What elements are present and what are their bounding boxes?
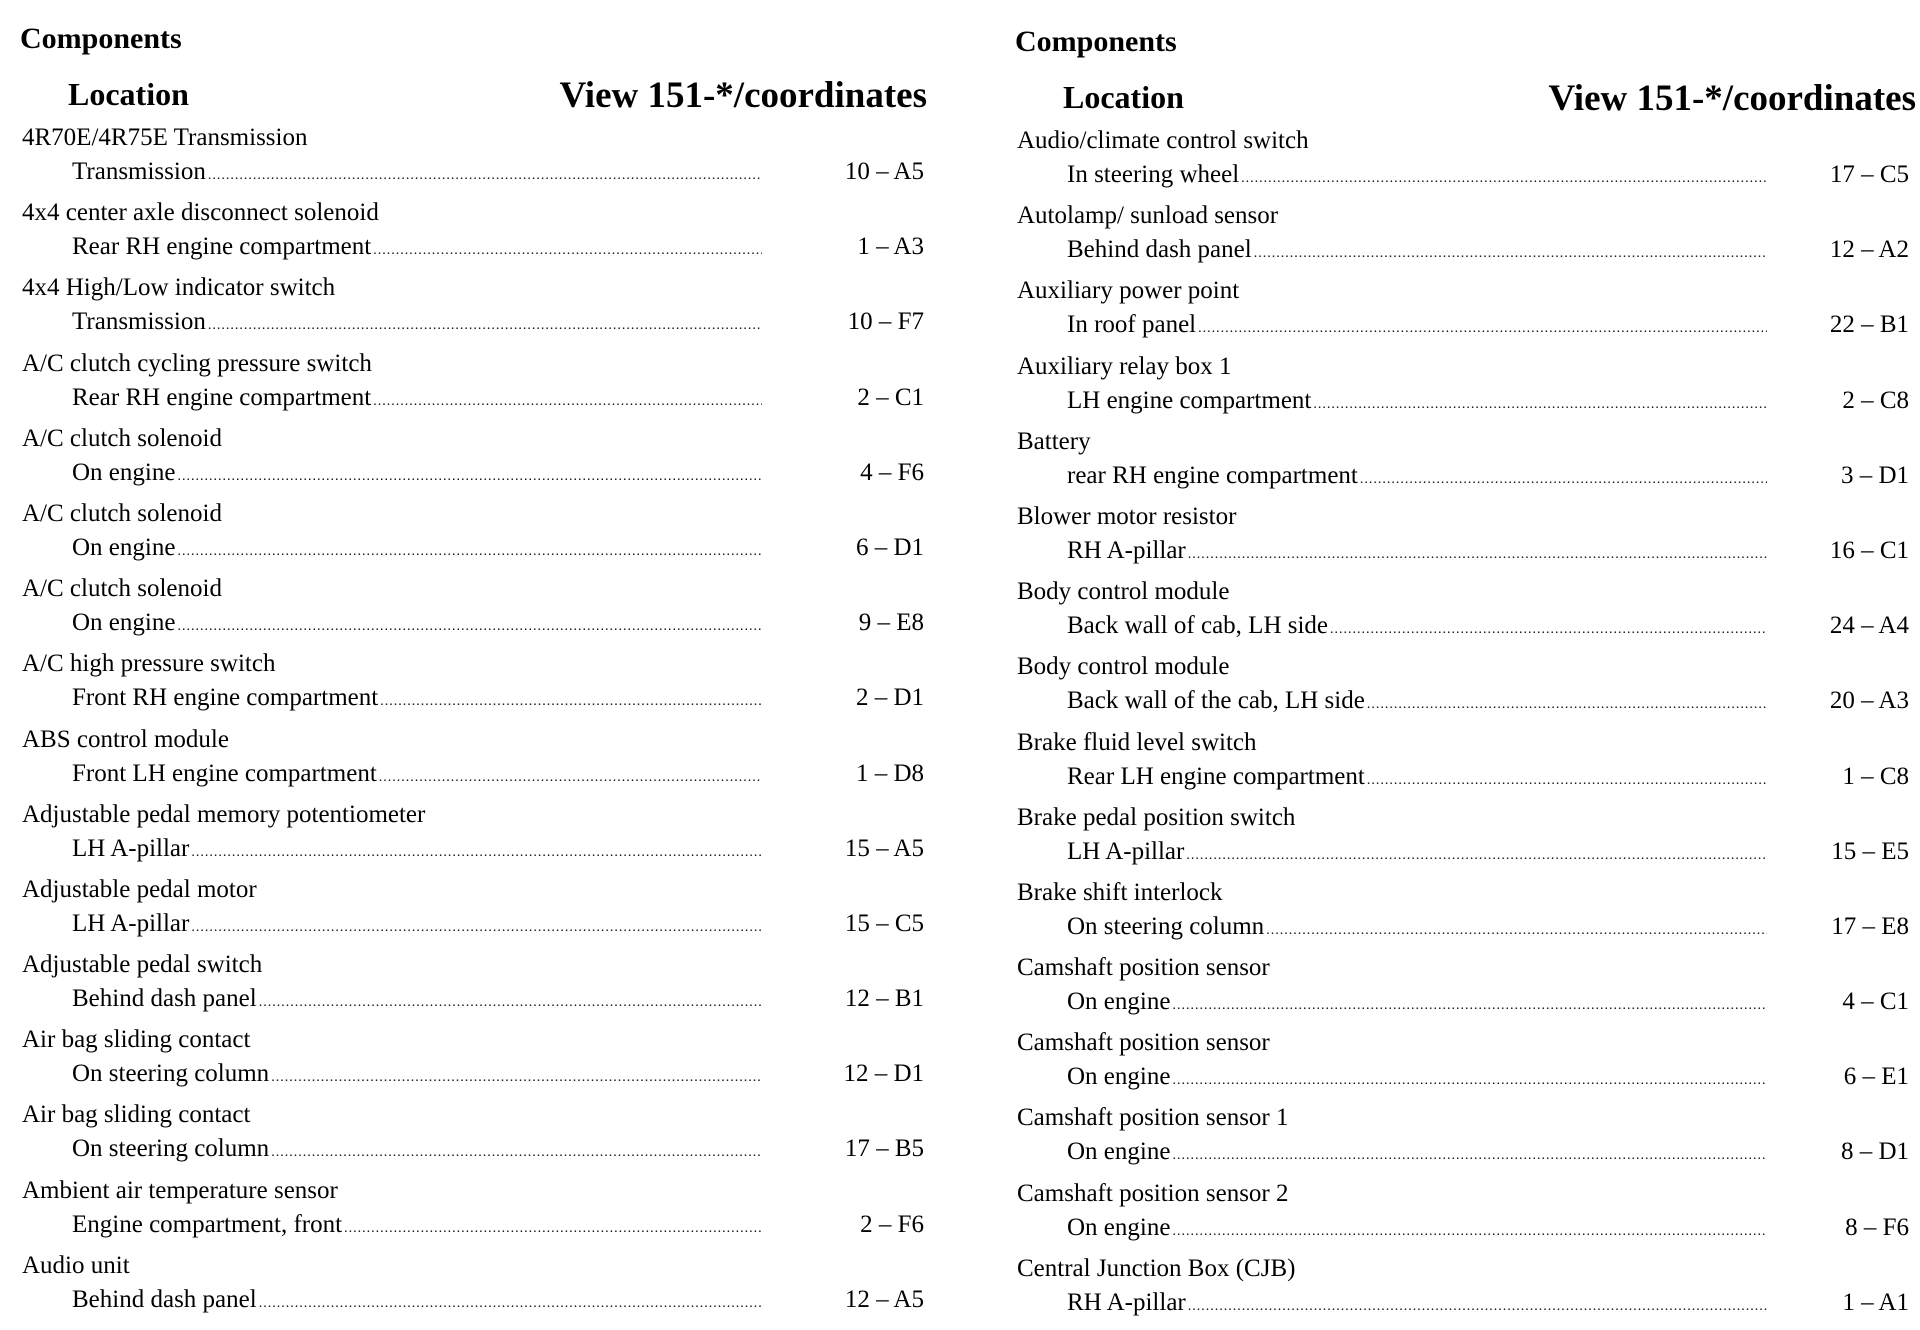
component-name: Air bag sliding contact	[22, 1101, 251, 1129]
component-entry	[1015, 1029, 1910, 1104]
component-name: Camshaft position sensor	[1017, 954, 1270, 982]
component-name: 4x4 center axle disconnect solenoid	[22, 199, 379, 227]
view-coordinate: 16 – C1	[1829, 536, 1909, 564]
component-location: Behind dash panel	[1067, 236, 1252, 264]
location-row	[1067, 687, 1767, 715]
dot-leader	[1330, 622, 1767, 638]
component-location: Rear RH engine compartment	[72, 233, 372, 261]
component-entry	[1015, 353, 1910, 428]
dot-leader	[259, 995, 762, 1011]
location-row	[72, 308, 762, 336]
component-entry	[1015, 127, 1910, 202]
component-entry	[20, 1101, 924, 1176]
component-location: On steering column	[72, 1135, 270, 1163]
view-coordinate: 2 – F6	[860, 1210, 924, 1238]
component-name: Brake pedal position switch	[1017, 803, 1296, 831]
location-row	[1067, 462, 1767, 490]
component-entry	[20, 1176, 924, 1252]
location-row	[72, 985, 762, 1013]
component-entry	[1015, 879, 1910, 954]
view-coordinate: 15 – A5	[844, 834, 924, 862]
component-name: Brake shift interlock	[1017, 878, 1223, 906]
component-entry	[1015, 578, 1910, 653]
location-row	[1067, 1063, 1767, 1091]
location-row	[1067, 988, 1767, 1016]
dot-leader	[177, 619, 762, 635]
component-list	[20, 124, 924, 1327]
dot-leader	[1186, 848, 1767, 864]
dot-leader	[344, 1221, 762, 1237]
dot-leader	[191, 920, 762, 936]
location-row	[1067, 838, 1767, 866]
component-location: Behind dash panel	[72, 985, 257, 1013]
view-coordinate: 1 – C8	[1842, 762, 1909, 790]
component-entry	[1015, 804, 1910, 879]
component-name: Audio unit	[22, 1251, 130, 1279]
component-name: Body control module	[1017, 653, 1230, 681]
component-location: On engine	[72, 533, 176, 561]
location-row	[1067, 1214, 1767, 1242]
location-row	[72, 684, 762, 712]
dot-leader	[1313, 397, 1767, 413]
dot-leader	[208, 168, 762, 184]
component-entry	[20, 424, 924, 500]
component-name: A/C clutch solenoid	[22, 424, 222, 452]
dot-leader	[1172, 1073, 1767, 1089]
component-location: LH A-pillar	[1067, 837, 1185, 865]
dot-leader	[1188, 547, 1767, 563]
view-coordinate: 17 – C5	[1829, 161, 1909, 188]
component-list	[1015, 127, 1910, 1330]
component-entry	[1015, 1180, 1910, 1255]
component-location: On engine	[1067, 1063, 1171, 1091]
dot-leader	[259, 1296, 762, 1312]
dot-leader	[191, 845, 762, 861]
location-header: Location	[68, 76, 189, 112]
component-location: LH A-pillar	[72, 834, 190, 862]
view-coordinate: 15 – C5	[844, 909, 924, 937]
component-entry	[1015, 954, 1910, 1029]
dot-leader	[1254, 246, 1767, 262]
section-title: Components	[20, 22, 182, 55]
dot-leader	[1241, 171, 1767, 187]
location-row	[1067, 311, 1767, 339]
dot-leader	[1188, 1299, 1767, 1315]
component-location: Engine compartment, front	[72, 1210, 343, 1238]
location-row	[1067, 1289, 1767, 1317]
view-coordinate: 17 – E8	[1831, 912, 1909, 940]
view-coordinate: 12 – A2	[1829, 236, 1909, 264]
view-coordinate: 17 – B5	[844, 1135, 924, 1163]
component-name: Body control module	[1017, 578, 1230, 606]
view-coordinate: 12 – D1	[843, 1060, 924, 1088]
dot-leader	[1172, 998, 1767, 1014]
section-title: Components	[1015, 25, 1177, 58]
location-row	[1067, 612, 1767, 640]
view-coordinate: 8 – D1	[1840, 1138, 1909, 1166]
dot-leader	[271, 1145, 762, 1161]
component-location: On steering column	[1067, 912, 1265, 940]
location-row	[1067, 1138, 1767, 1166]
component-name: Brake fluid level switch	[1017, 728, 1257, 756]
component-location: RH A-pillar	[1067, 1288, 1186, 1316]
component-entry	[1015, 1255, 1910, 1330]
view-coordinate: 4 – F6	[860, 458, 924, 486]
component-entry	[20, 800, 924, 876]
view-coordinate: 9 – E8	[858, 609, 924, 637]
location-row	[72, 910, 762, 938]
dot-leader	[1367, 773, 1767, 789]
view-coordinate: 2 – D1	[855, 684, 924, 712]
component-entry	[1015, 202, 1910, 277]
component-entry	[20, 349, 924, 425]
component-entry	[20, 875, 924, 951]
dot-leader	[1198, 321, 1767, 337]
component-name: Central Junction Box (CJB)	[1017, 1254, 1296, 1282]
dot-leader	[177, 469, 762, 485]
component-location: Front RH engine compartment	[72, 684, 379, 712]
view-coordinate: 22 – B1	[1829, 311, 1909, 339]
component-location: On engine	[72, 609, 176, 637]
dot-leader	[271, 1070, 762, 1086]
component-entry	[1015, 653, 1910, 728]
component-name: Audio/climate control switch	[1017, 127, 1309, 154]
view-coordinate: 12 – A5	[844, 1285, 924, 1313]
component-location: RH A-pillar	[1067, 536, 1186, 564]
view-coordinate: 2 – C1	[857, 383, 924, 411]
location-row	[1067, 763, 1767, 791]
dot-leader	[1266, 923, 1767, 939]
location-row	[72, 1211, 762, 1239]
dot-leader	[373, 394, 762, 410]
location-row	[72, 459, 762, 487]
component-name: Ambient air temperature sensor	[22, 1176, 338, 1204]
dot-leader	[208, 318, 762, 334]
view-coordinates-header: View 151-*/coordinates	[1548, 78, 1916, 119]
component-location: Transmission	[72, 158, 206, 185]
dot-leader	[1367, 697, 1767, 713]
location-row	[72, 1135, 762, 1163]
component-location: In roof panel	[1067, 311, 1197, 339]
view-coordinate: 12 – B1	[844, 985, 924, 1013]
location-row	[1067, 161, 1767, 189]
component-name: Adjustable pedal switch	[22, 951, 263, 979]
view-coordinate: 24 – A4	[1829, 612, 1909, 640]
component-name: Camshaft position sensor 1	[1017, 1104, 1289, 1132]
dot-leader	[380, 694, 762, 710]
component-entry	[1015, 277, 1910, 352]
component-entry	[20, 575, 924, 650]
component-name: A/C high pressure switch	[22, 650, 276, 678]
component-location: LH A-pillar	[72, 909, 190, 937]
component-location: LH engine compartment	[1067, 386, 1312, 414]
component-location: In steering wheel	[1067, 161, 1240, 188]
component-name: Auxiliary relay box 1	[1017, 352, 1232, 380]
location-row	[72, 760, 762, 788]
component-location: Rear RH engine compartment	[72, 383, 372, 411]
view-coordinate: 1 – A1	[1842, 1288, 1909, 1316]
component-entry	[20, 1026, 924, 1101]
view-coordinates-header: View 151-*/coordinates	[559, 75, 927, 116]
location-header: Location	[1063, 79, 1184, 115]
component-location: Rear LH engine compartment	[1067, 762, 1365, 790]
location-row	[1067, 913, 1767, 941]
component-entry	[20, 199, 924, 274]
dot-leader	[1172, 1148, 1767, 1164]
dot-leader	[177, 544, 762, 560]
component-entry	[20, 1251, 924, 1327]
component-location: On engine	[1067, 988, 1171, 1016]
component-name: Camshaft position sensor 2	[1017, 1179, 1289, 1207]
location-row	[72, 1060, 762, 1088]
component-name: Air bag sliding contact	[22, 1026, 251, 1054]
component-name: Battery	[1017, 427, 1091, 455]
component-entry	[1015, 503, 1910, 578]
view-coordinate: 10 – A5	[844, 158, 924, 185]
component-location: On engine	[72, 458, 176, 486]
location-row	[1067, 236, 1767, 264]
view-coordinate: 10 – F7	[847, 308, 924, 336]
component-name: Blower motor resistor	[1017, 502, 1237, 530]
component-location: Back wall of cab, LH side	[1067, 612, 1329, 640]
view-coordinate: 6 – E1	[1843, 1063, 1909, 1091]
dot-leader	[373, 243, 762, 259]
component-entry	[1015, 428, 1910, 503]
component-location: Behind dash panel	[72, 1285, 257, 1313]
dot-leader	[1360, 472, 1767, 488]
component-location: Front LH engine compartment	[72, 759, 377, 787]
component-entry	[1015, 1104, 1910, 1179]
view-coordinate: 8 – F6	[1845, 1213, 1909, 1241]
component-name: A/C clutch solenoid	[22, 575, 222, 603]
view-coordinate: 1 – A3	[857, 233, 924, 261]
view-coordinate: 6 – D1	[855, 533, 924, 561]
location-row	[72, 609, 762, 637]
component-entry	[20, 650, 924, 725]
component-entry	[20, 725, 924, 801]
component-entry	[20, 951, 924, 1026]
view-coordinate: 2 – C8	[1842, 386, 1909, 414]
location-row	[1067, 537, 1767, 565]
view-coordinate: 3 – D1	[1840, 461, 1909, 489]
location-row	[72, 1286, 762, 1314]
component-name: A/C clutch solenoid	[22, 499, 222, 527]
component-entry	[20, 499, 924, 575]
location-row	[72, 233, 762, 261]
component-name: Adjustable pedal memory potentiometer	[22, 800, 426, 828]
component-location: On engine	[1067, 1213, 1171, 1241]
component-location: On steering column	[72, 1060, 270, 1088]
location-row	[72, 384, 762, 412]
component-name: A/C clutch cycling pressure switch	[22, 349, 372, 377]
component-location: Transmission	[72, 308, 206, 336]
view-coordinate: 1 – D8	[855, 759, 924, 787]
component-entry	[1015, 729, 1910, 804]
component-name: 4R70E/4R75E Transmission	[22, 124, 308, 151]
component-name: Adjustable pedal motor	[22, 875, 257, 903]
component-location: On engine	[1067, 1138, 1171, 1166]
dot-leader	[1172, 1224, 1767, 1240]
view-coordinate: 15 – E5	[1831, 837, 1909, 865]
location-row	[72, 158, 762, 186]
component-entry	[20, 274, 924, 349]
view-coordinate: 4 – C1	[1842, 988, 1909, 1016]
component-name: 4x4 High/Low indicator switch	[22, 274, 336, 302]
location-row	[72, 534, 762, 562]
component-name: Autolamp/ sunload sensor	[1017, 202, 1279, 230]
component-name: Auxiliary power point	[1017, 277, 1240, 305]
component-location: Back wall of the cab, LH side	[1067, 687, 1365, 715]
location-row	[72, 835, 762, 863]
dot-leader	[379, 770, 762, 786]
component-entry	[20, 124, 924, 199]
component-name: Camshaft position sensor	[1017, 1029, 1270, 1057]
view-coordinate: 20 – A3	[1829, 687, 1909, 715]
component-location: rear RH engine compartment	[1067, 461, 1358, 489]
location-row	[1067, 387, 1767, 415]
component-name: ABS control module	[22, 725, 229, 753]
